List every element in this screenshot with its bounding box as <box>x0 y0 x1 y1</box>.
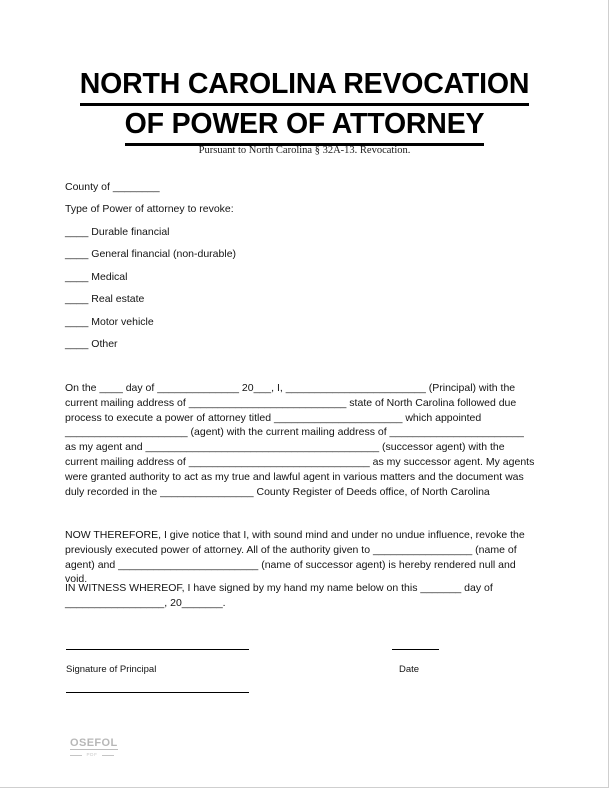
signature-line-extra[interactable] <box>66 692 249 693</box>
option-other[interactable]: ____ Other <box>65 338 118 350</box>
type-of-poa-prompt: Type of Power of attorney to revoke: <box>65 203 234 215</box>
date-label: Date <box>399 664 420 675</box>
logo-subtext: PDF <box>70 752 114 757</box>
option-durable-financial[interactable]: ____ Durable financial <box>65 226 170 238</box>
option-real-estate[interactable]: ____ Real estate <box>65 293 145 305</box>
title-line-2-text: OF POWER OF ATTORNEY <box>125 106 485 146</box>
county-of-field[interactable]: County of ________ <box>65 181 160 193</box>
signature-line-principal[interactable] <box>66 649 249 650</box>
page-title <box>0 66 609 146</box>
signature-line-date[interactable] <box>392 649 439 650</box>
signature-of-principal-label: Signature of Principal <box>66 664 157 675</box>
osefol-pdf-logo <box>70 733 118 757</box>
statute-citation: Pursuant to North Carolina § 32A-13. Revocation. <box>198 145 411 156</box>
title-line-2 <box>0 106 609 146</box>
title-line-1 <box>0 66 609 106</box>
paragraph-principal-recital[interactable]: On the ____ day of ______________ 20___, I, ________________________ (Principal) with the current mailing address of ___________________________ state of North Carolina followed due process to execute a power of attorney titled ______________________ which appointed _____________________ (agent) with the current mailing address of _______________________ as my agent and ________________________________________ (successor agent) with the current mailing address of _______________________________ as my successor agent. My agents were granted authority to act as my true and lawful agent in various matters and the document was duly recorded in the ________________ County Register of Deeds office, of North Carolina <box>65 382 535 498</box>
option-medical[interactable]: ____ Medical <box>65 271 128 283</box>
paragraph-now-therefore[interactable]: NOW THEREFORE, I give notice that I, with sound mind and under no undue influence, revoke the previously executed power of attorney. All of the authority given to _________________ (name of agent) and ________________________ (name of successor agent) is hereby rendered null and void. <box>65 529 525 586</box>
logo-wordmark: OSEFOL <box>70 737 118 749</box>
option-general-financial[interactable]: ____ General financial (non-durable) <box>65 248 237 260</box>
option-motor-vehicle[interactable]: ____ Motor vehicle <box>65 316 154 328</box>
title-line-1-text: NORTH CAROLINA REVOCATION <box>80 66 529 106</box>
paragraph-in-witness-whereof[interactable]: IN WITNESS WHEREOF, I have signed by my hand my name below on this _______ day of _________________, 20_______. <box>65 582 493 609</box>
